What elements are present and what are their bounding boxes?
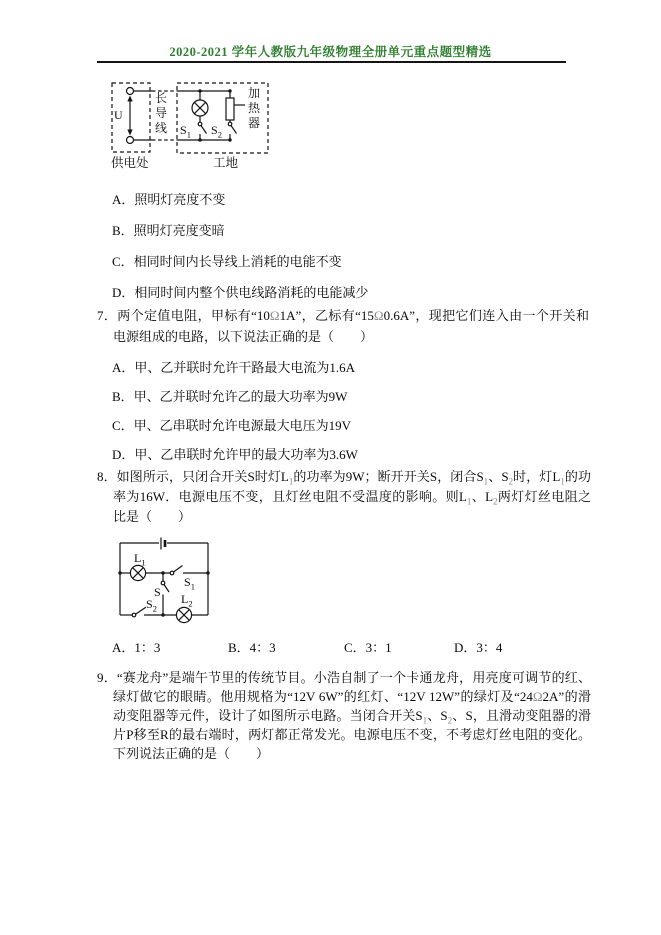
switch-s-label: S (154, 585, 161, 599)
q6-option-d: D．相同时间内整个供电线路消耗的电能减少 (112, 285, 369, 300)
page-title: 2020-2021 学年人教版九年级物理全册单元重点题型精选 (169, 45, 492, 59)
q7-stem: 7．两个定值电阻，甲标有“10Ω1A”，乙标有“15Ω0.6A”，现把它们连入由一个开关和电源组成的电路，以下说法正确的是（ ） (97, 308, 589, 344)
switch-s1-label: $S_1$ (180, 123, 191, 140)
switch-s1-icon (170, 566, 182, 575)
q6-circuit-diagram (108, 78, 278, 175)
switch-s2-label: $S_2$ (146, 597, 157, 614)
long-wire-label: 长导线 (154, 91, 167, 135)
lamp-l1-icon (130, 565, 145, 580)
header-divider (97, 61, 566, 63)
q8-option-b: B．4：3 (228, 640, 276, 655)
switch-s2-blade (231, 126, 237, 134)
heater-icon (226, 98, 234, 120)
switch-s-icon (161, 573, 169, 615)
q8-circuit-svg (110, 537, 216, 627)
switch-s1-blade (201, 126, 207, 134)
q8-stem: 8．如图所示，只闭合开关S时灯$L_1$的功率为9W；断开开关S，闭合$S_1$、$S_2$时，灯$L_1$的功率为16W．电源电压不变，且灯丝电阻不受温度的影响。则$L_1$、$L_2$两灯灯丝电阻之比是（ ） (97, 469, 591, 524)
q8-option-d: D．3：4 (454, 640, 503, 655)
supply-label: 供电处 (111, 156, 149, 170)
battery-icon (161, 538, 165, 550)
heater-branch (226, 91, 245, 140)
q8-circuit-diagram (110, 537, 216, 627)
switch-s2-label: $S_2$ (211, 123, 222, 140)
q8-option-a: A．1：3 (112, 640, 161, 655)
terminal-top (127, 88, 134, 95)
switch-s2-icon (132, 607, 146, 617)
switch-s1-label: $S_1$ (184, 575, 195, 592)
lamp-l1-label: $L_1$ (134, 551, 146, 568)
q7-option-a: A．甲、乙并联时允许干路最大电流为1.6A (112, 360, 356, 375)
switch-s1-pivot (198, 122, 202, 126)
q7-option-c: C．甲、乙串联时允许电源最大电压为19V (112, 418, 352, 433)
voltage-label: U (114, 108, 123, 122)
q7-option-b: B．甲、乙并联时允许乙的最大功率为9W (112, 389, 348, 404)
lamp-branch (192, 91, 208, 140)
switch-s2-pivot (228, 122, 232, 126)
q6-option-c: C．相同时间内长导线上消耗的电能不变 (112, 254, 342, 269)
site-label: 工地 (213, 156, 239, 170)
heater-label: 加热器 (247, 86, 260, 130)
lamp-l2-label: $L_2$ (181, 592, 193, 609)
q8-option-c: C．3：1 (344, 640, 392, 655)
lamp-l2-icon (176, 607, 191, 622)
q7-option-d: D．甲、乙串联时允许甲的最大功率为3.6W (112, 447, 358, 462)
q6-option-b: B．照明灯亮度变暗 (112, 223, 225, 238)
q6-option-a: A．照明灯亮度不变 (112, 192, 226, 207)
voltage-arrow (127, 96, 132, 136)
q9-stem: 9．“赛龙舟”是端午节里的传统节目。小浩自制了一个卡通龙舟，用亮度可调节的红、绿灯做它的眼睛。他用规格为“12V 6W”的红灯、“12V 12W”的绿灯及“24Ω2A”的滑动变阻器等元件，设计了如图所示电路。当闭合开关$S_1$、$S_2$、S，且滑动变阻器的滑片P移至R的最右端时，两灯都正常发光。电源电压不变，不考虑灯丝电阻的变化。下列说法正确的是（ ） (97, 670, 592, 761)
terminal-bottom (127, 137, 134, 144)
